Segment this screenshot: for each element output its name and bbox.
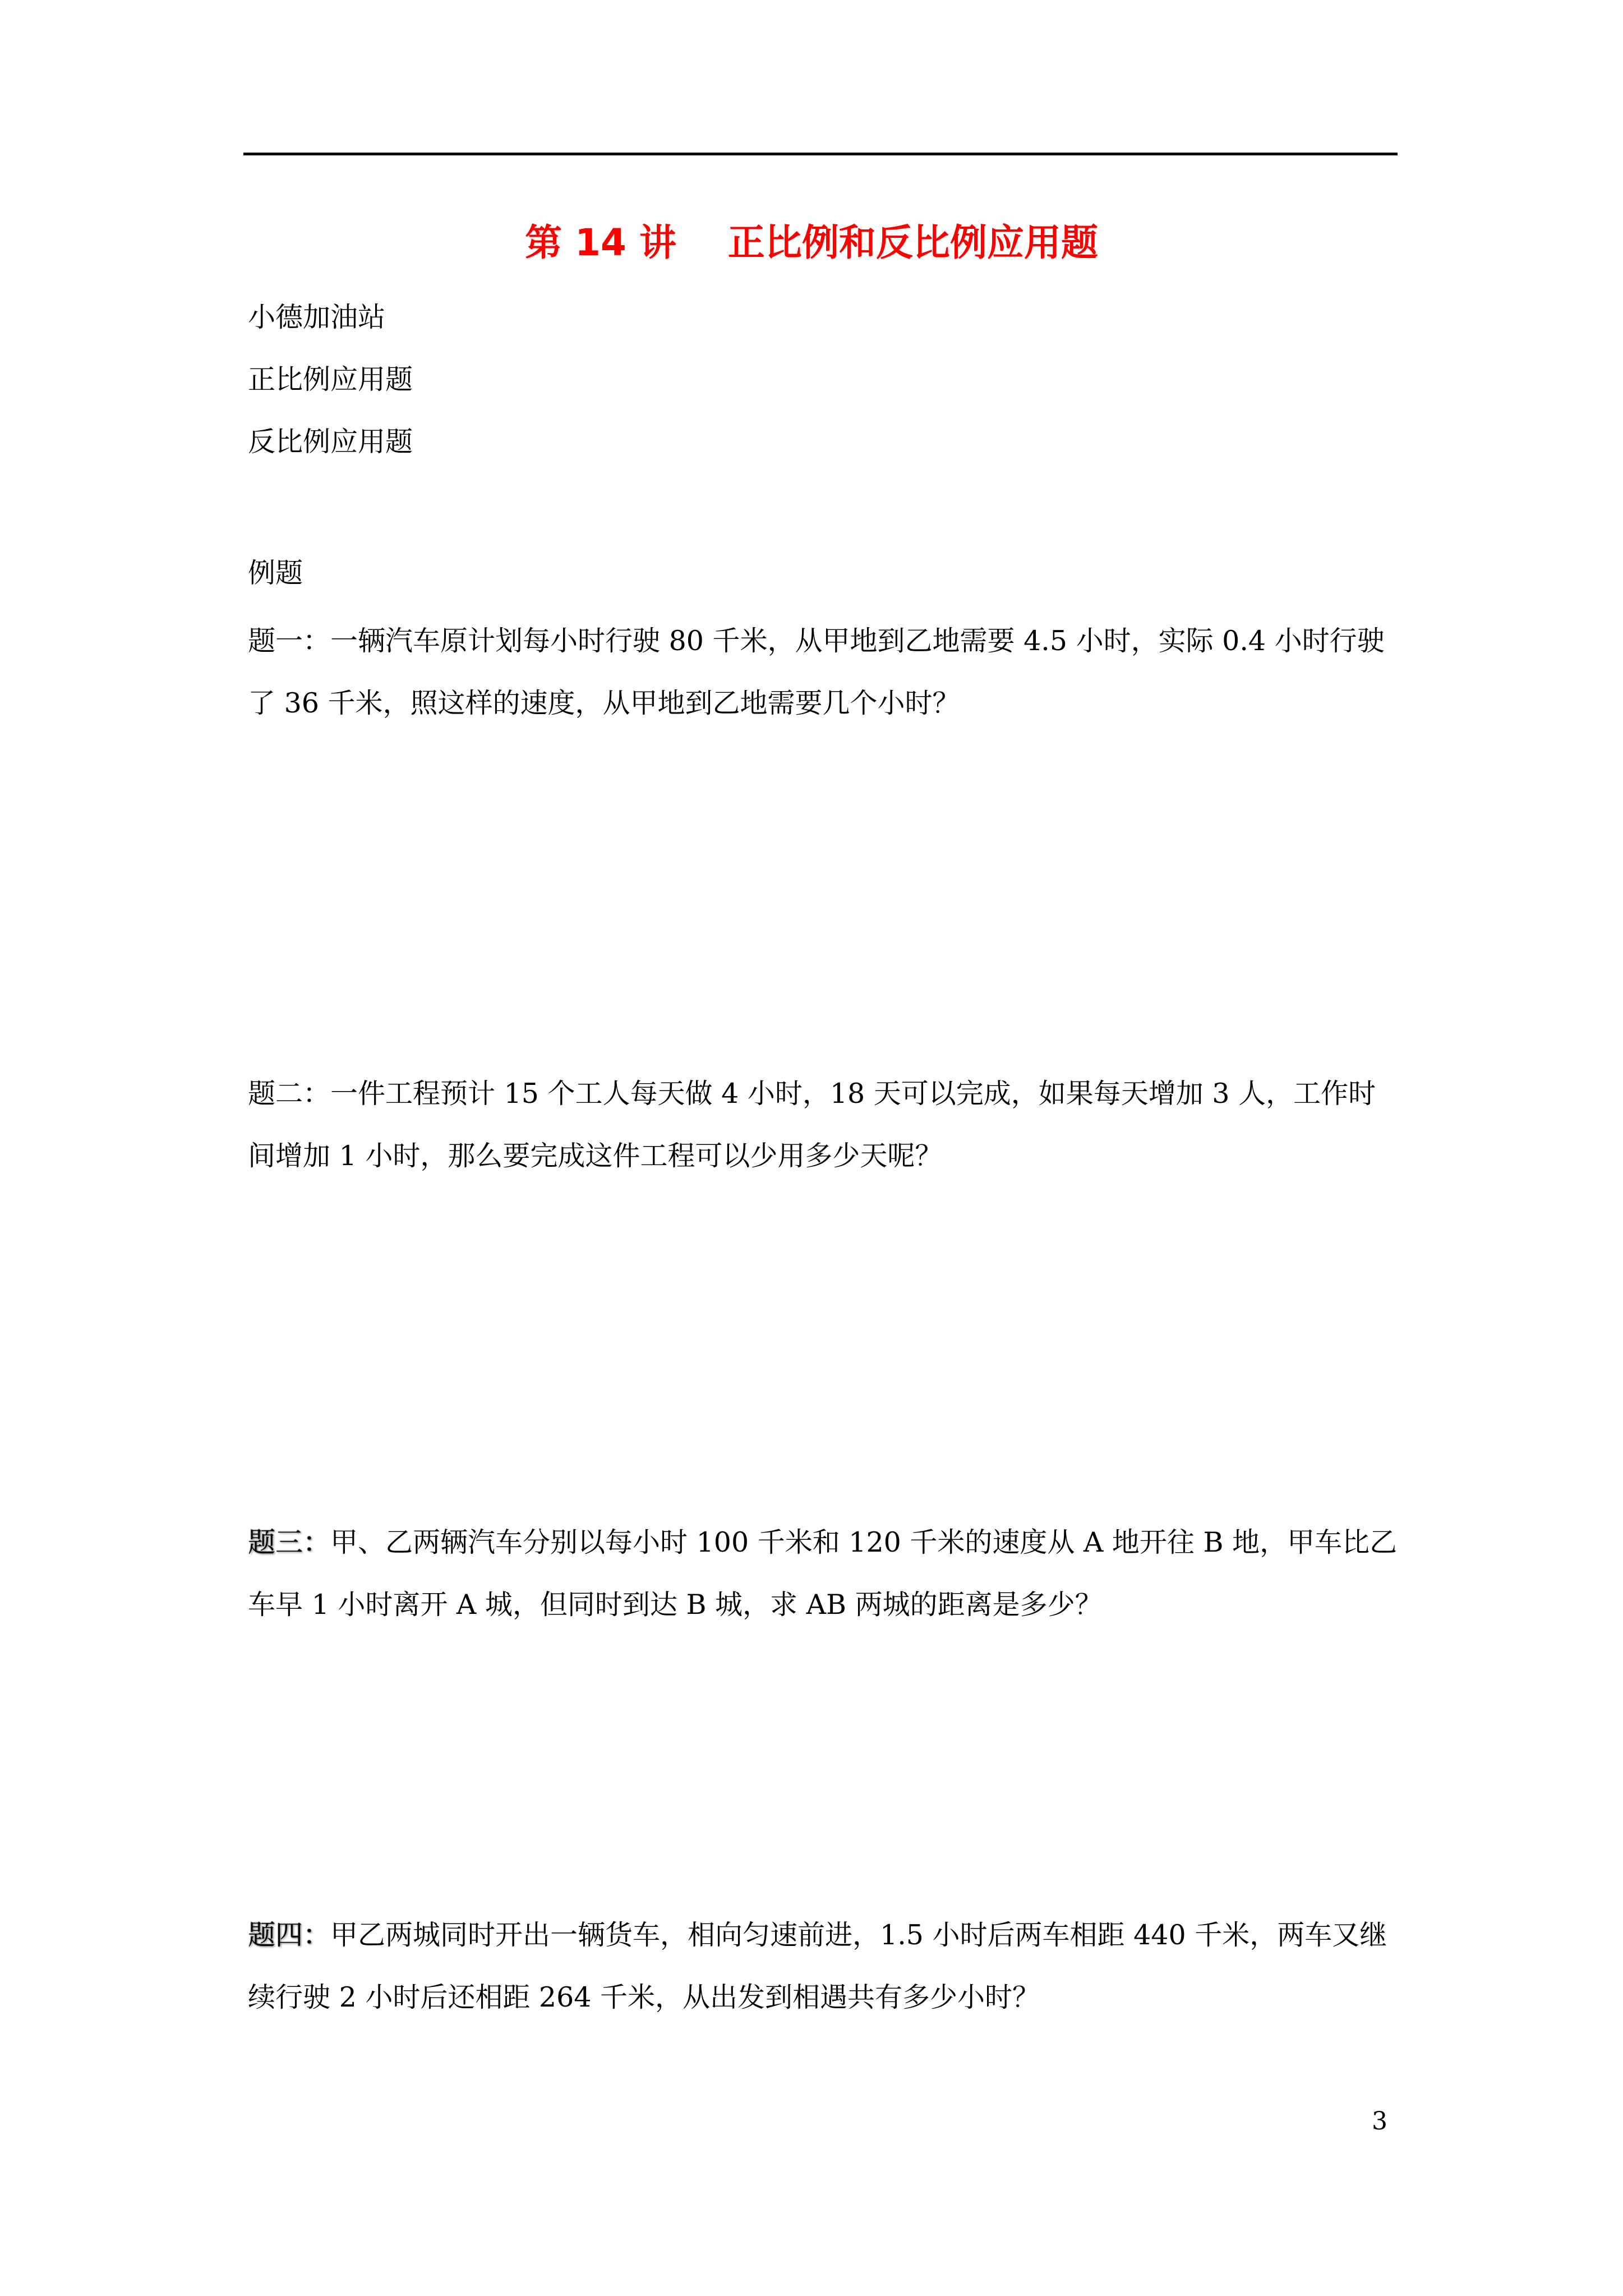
problem-label: 题一： [248, 625, 331, 657]
header-rule [243, 153, 1398, 155]
outline-item-inverse-proportion: 反比例应用题 [248, 426, 413, 458]
examples-heading: 例题 [248, 557, 303, 589]
problem-2 [248, 1062, 1398, 1187]
problem-text: 甲乙两城同时开出一辆货车，相向匀速前进，1.5 小时后两车相距 440 千米，两车又继续行驶 2 小时后还相距 264 千米，从出发到相遇共有多少小时？ [248, 1919, 1387, 2013]
problem-text: 一件工程预计 15 个工人每天做 4 小时，18 天可以完成，如果每天增加 3 人，工作时间增加 1 小时，那么要完成这件工程可以少用多少天呢？ [248, 1078, 1376, 1172]
problem-text: 一辆汽车原计划每小时行驶 80 千米，从甲地到乙地需要 4.5 小时，实际 0.4 小时行驶了 36 千米，照这样的速度，从甲地到乙地需要几个小时？ [248, 625, 1385, 719]
problem-4 [248, 1904, 1398, 2028]
page-number: 3 [1372, 2107, 1387, 2136]
problem-label: 题三： [248, 1526, 331, 1558]
problem-3 [248, 1511, 1398, 1636]
problem-label: 题二： [248, 1078, 331, 1110]
problem-1 [248, 610, 1398, 734]
outline-item-direct-proportion: 正比例应用题 [248, 364, 413, 395]
lecture-title: 第 14 讲 正比例和反比例应用题 [525, 221, 1098, 264]
problem-text: 甲、乙两辆汽车分别以每小时 100 千米和 120 千米的速度从 A 地开往 B 地，甲车比乙车早 1 小时离开 A 城，但同时到达 B 城，求 AB 两城的距离是多少？ [248, 1526, 1398, 1621]
outline-item-station: 小德加油站 [248, 301, 386, 333]
problem-label: 题四： [248, 1919, 331, 1951]
